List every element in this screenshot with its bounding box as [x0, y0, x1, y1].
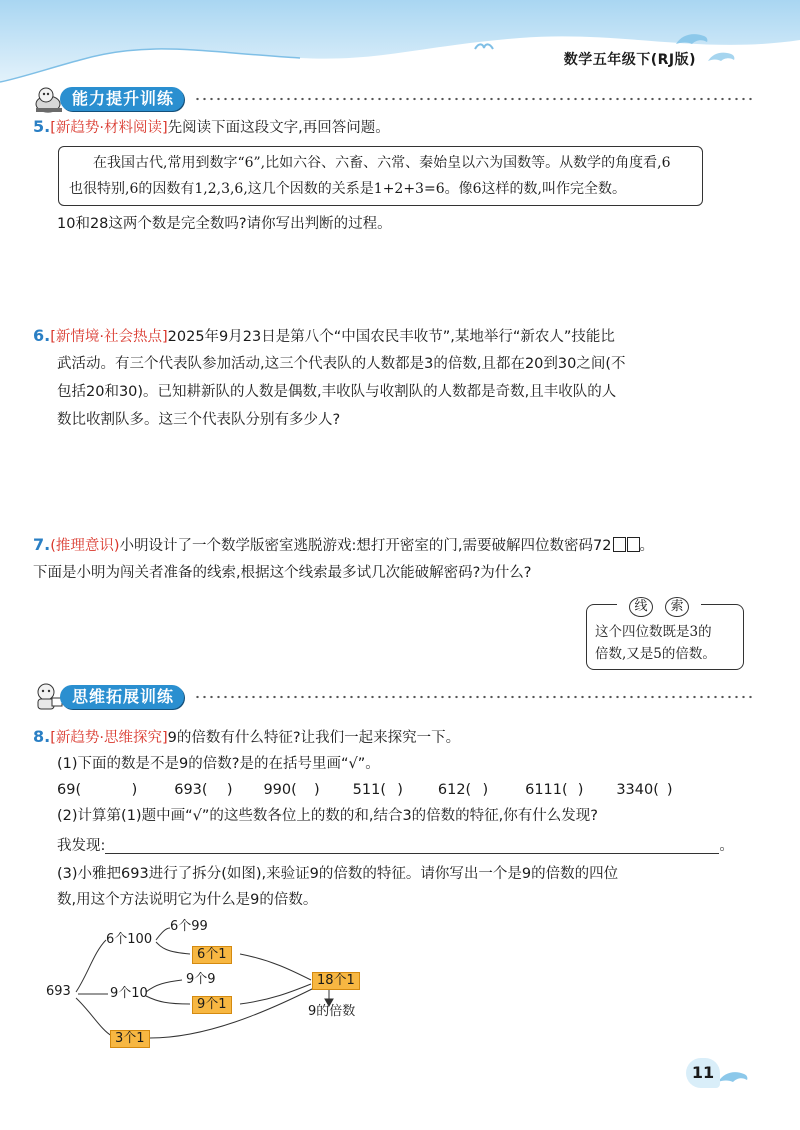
diagram-sum-box: 18个1 — [312, 972, 360, 990]
check-item: 990( — [263, 782, 297, 798]
question-7 — [33, 532, 654, 587]
question-8-part-3 — [57, 862, 618, 914]
question-text: 9的倍数有什么特征?让我们一起来探究一下。 — [167, 730, 461, 746]
diagram-highlight-box: 9个1 — [192, 996, 232, 1014]
question-8-part-2: (2)计算第(1)题中画“√”的这些数各位上的数的和,结合3的倍数的特征,你有什么发现? — [57, 808, 598, 824]
bird-icon — [474, 40, 494, 54]
decomposition-diagram — [46, 912, 426, 1052]
question-text: 下面是小明为闯关者准备的线索,根据这个线索最多试几次能破解密码?为什么? — [33, 565, 532, 581]
section-label: 能力提升训练 — [60, 87, 184, 111]
diagram-lines — [46, 912, 426, 1052]
dolphin-icon — [674, 28, 710, 50]
diagram-node: 6个100 — [106, 932, 153, 947]
check-items-row — [57, 778, 677, 802]
question-tag: [新趋势·思维探究] — [50, 730, 168, 746]
section-header-ability — [32, 84, 732, 114]
question-number: 8. — [33, 727, 51, 746]
check-item: 612( — [437, 782, 472, 798]
diagram-highlight-box: 6个1 — [192, 946, 232, 964]
question-5-prompt: 10和28这两个数是完全数吗?请你写出判断的过程。 — [57, 216, 392, 232]
found-label: 我发现: — [57, 838, 106, 854]
question-8-stem — [33, 724, 460, 751]
question-text: 小明设计了一个数学版密室逃脱游戏:想打开密室的门,需要破解四位数密码72 — [119, 538, 612, 554]
question-text: (3)小雅把693进行了拆分(如图),来验证9的倍数的特征。请你写出一个是9的倍数的四位 — [57, 866, 619, 882]
clue-title-char: 线 — [629, 597, 653, 617]
question-number: 5. — [33, 117, 51, 136]
question-text: 2025年9月23日是第八个“中国农民丰收节”,某地举行“新农人”技能比 — [167, 329, 615, 345]
question-6 — [33, 323, 626, 434]
check-item: 3340( — [616, 782, 659, 798]
book-title: 数学五年级下(RJ版) — [563, 52, 696, 68]
found-line: 我发现: 。 — [57, 838, 734, 854]
reading-passage-box — [58, 146, 703, 206]
diagram-node: 6个99 — [170, 919, 208, 934]
diagram-node: 9个9 — [186, 972, 216, 987]
diagram-root: 693 — [46, 984, 71, 999]
check-item-close[interactable]: ) — [314, 782, 320, 798]
question-text: 。 — [639, 538, 654, 554]
passage-line: 在我国古代,常用到数字“6”,比如六谷、六畜、六常、秦始皇以六为国数等。从数学的角度看,6 — [93, 155, 671, 171]
check-item: 693( — [174, 782, 208, 798]
section-header-thinking — [32, 682, 732, 712]
clue-title — [617, 596, 701, 616]
check-item: 511( — [352, 782, 386, 798]
check-item-close[interactable]: ) — [577, 782, 584, 798]
question-text: 包括20和30)。已知耕新队的人数是偶数,丰收队与收割队的人数都是奇数,且丰收队的人 — [57, 384, 617, 400]
check-item-close[interactable]: ) — [226, 782, 233, 798]
blank-digit-box — [613, 537, 626, 552]
question-tag: [新趋势·材料阅读] — [50, 120, 168, 136]
clue-text: 倍数,又是5的倍数。 — [595, 646, 716, 662]
clue-title-char: 索 — [665, 597, 689, 617]
dolphin-icon — [716, 1066, 750, 1088]
question-text: 数比收割队多。这三个代表队分别有多少人? — [57, 412, 341, 428]
check-item-close[interactable]: ) — [131, 782, 138, 798]
diagram-node: 9个10 — [110, 986, 148, 1001]
check-item: 69( — [57, 782, 82, 798]
question-number: 6. — [33, 326, 51, 345]
clue-box — [586, 599, 744, 670]
clue-text: 这个四位数既是3的 — [595, 624, 712, 640]
answer-blank-line[interactable] — [105, 837, 719, 854]
check-item-close[interactable]: ) — [666, 782, 673, 798]
question-8-part-1: (1)下面的数是不是9的倍数?是的在括号里画“√”。 — [57, 756, 380, 772]
check-item-close[interactable]: ) — [397, 782, 403, 798]
check-item: 6111( — [525, 782, 568, 798]
question-tag: [新情境·社会热点] — [50, 329, 168, 345]
dotted-divider — [194, 695, 754, 699]
page-number: 11 — [686, 1058, 720, 1088]
question-text: 武活动。有三个代表队参加活动,这三个代表队的人数都是3的倍数,且都在20到30之间(不 — [57, 356, 626, 372]
diagram-sum-note: 9的倍数 — [308, 1004, 356, 1019]
question-number: 7. — [33, 535, 51, 554]
dotted-divider — [194, 97, 754, 101]
blank-digit-box — [627, 537, 640, 552]
check-item-close[interactable]: ) — [482, 782, 489, 798]
question-5-stem — [33, 114, 390, 141]
passage-line: 也很特别,6的因数有1,2,3,6,这几个因数的关系是1+2+3=6。像6这样的数,叫作完全数。 — [69, 181, 626, 197]
diagram-highlight-box: 3个1 — [110, 1030, 150, 1048]
dolphin-icon — [706, 48, 736, 66]
section-label: 思维拓展训练 — [60, 685, 184, 709]
question-text: 先阅读下面这段文字,再回答问题。 — [167, 120, 390, 136]
question-text: 数,用这个方法说明它为什么是9的倍数。 — [57, 892, 318, 908]
question-tag: (推理意识) — [50, 538, 120, 554]
